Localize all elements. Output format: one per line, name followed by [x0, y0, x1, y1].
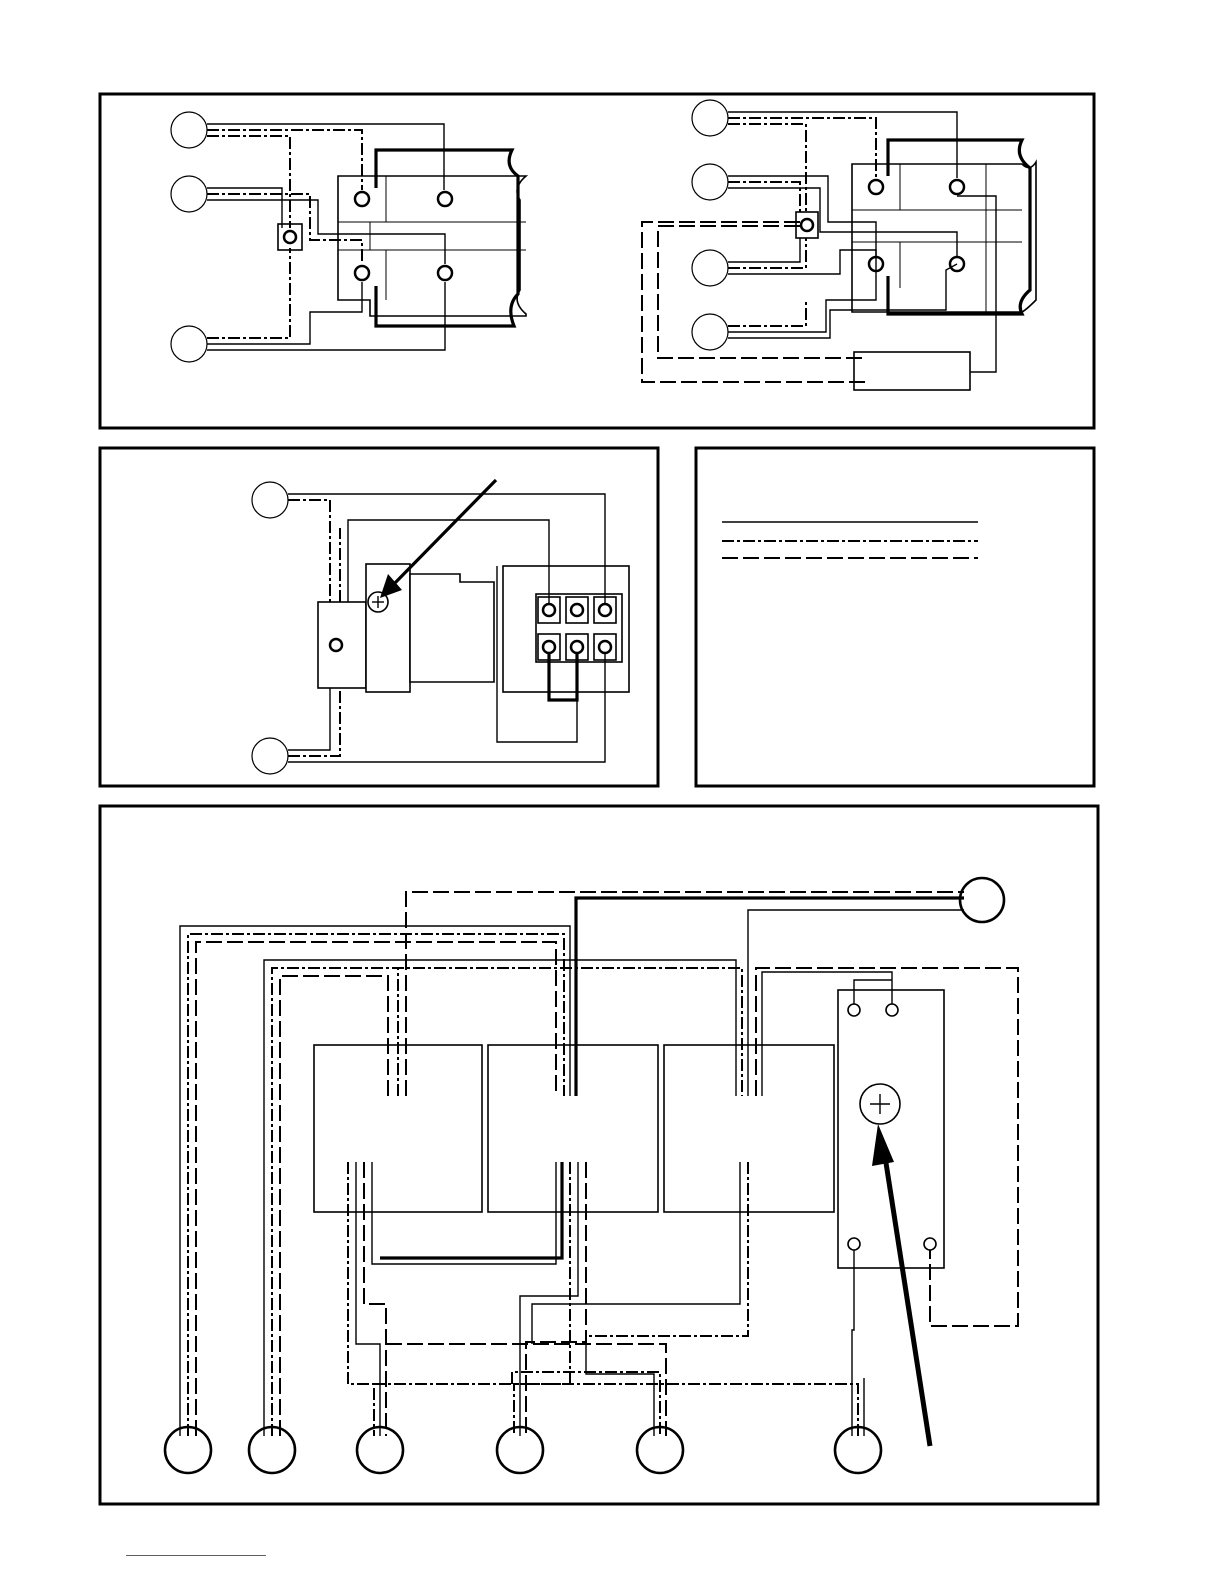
breaker-r-terminal-1: [869, 180, 883, 194]
connector-d: [692, 100, 728, 136]
panel-legend: [696, 448, 1094, 786]
connector-f: [692, 250, 728, 286]
connector-c: [171, 326, 207, 362]
control-board: [838, 990, 944, 1268]
connector-h: [252, 482, 288, 518]
panel-bottom: [100, 806, 1098, 1504]
footer-link-underline[interactable]: [126, 1555, 266, 1556]
connector-main-top: [960, 878, 1004, 922]
panel-middle-left: [100, 448, 658, 786]
breaker-terminal-3: [355, 266, 369, 280]
breaker-terminal-2: [438, 192, 452, 206]
connector-g: [692, 314, 728, 350]
module-2: [488, 1045, 658, 1212]
connector-b: [171, 176, 207, 212]
panel-top: [100, 94, 1094, 428]
breaker-terminal-4: [438, 266, 452, 280]
breaker-r-terminal-2: [950, 180, 964, 194]
control-module: [854, 352, 970, 390]
connector-i: [252, 738, 288, 774]
connector-e: [692, 164, 728, 200]
connector-a: [171, 112, 207, 148]
breaker-terminal-1: [355, 192, 369, 206]
